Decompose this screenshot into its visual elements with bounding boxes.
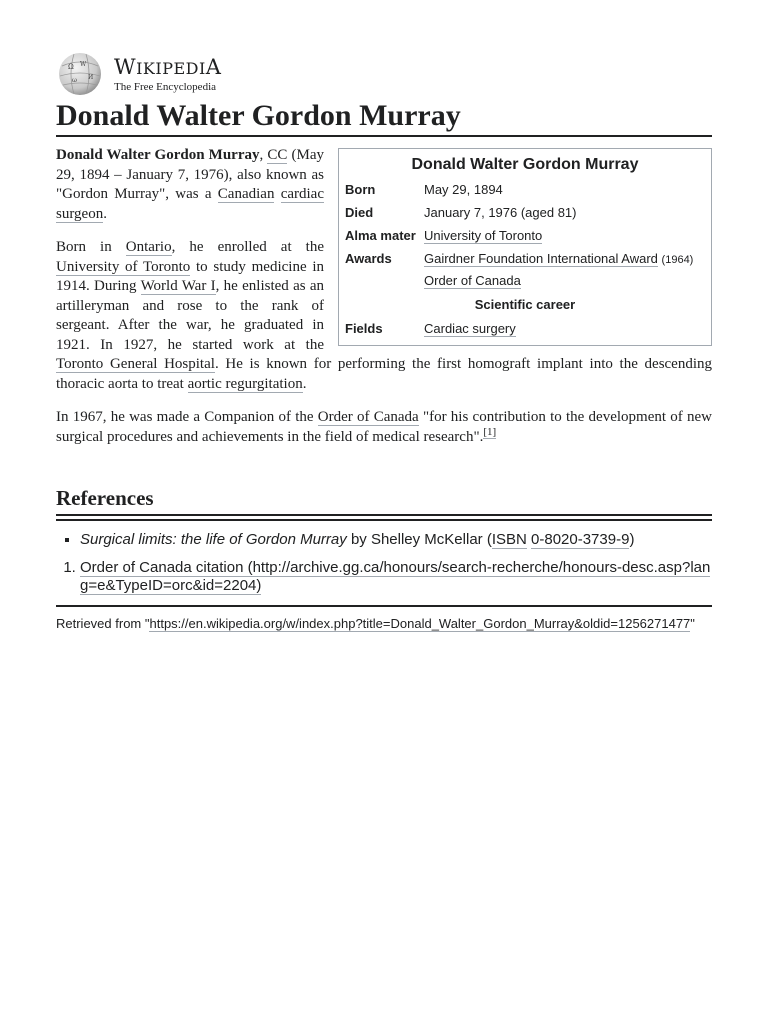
aortic-regurgitation-link[interactable]: aortic regurgitation xyxy=(187,375,303,392)
canadian-link[interactable]: Canadian xyxy=(217,186,275,202)
infobox xyxy=(338,148,712,346)
toronto-general-hospital-link[interactable]: Toronto General Hospital xyxy=(56,356,215,372)
wikipedia-globe-icon[interactable] xyxy=(56,52,104,96)
reference-1-link[interactable]: [1] xyxy=(483,425,497,438)
wordmark-text: WIKIPEDIA xyxy=(114,54,222,79)
infobox-section-header: Scientific career xyxy=(474,297,576,312)
infobox-label: Died xyxy=(345,205,374,220)
infobox-value: January 7, 1976 (aged 81) xyxy=(424,205,577,220)
ontario-link[interactable]: Ontario xyxy=(125,239,172,255)
retrieved-from-footer: Retrieved from "https://en.wikipedia.org/w/index.php?title=Donald_Walter_Gordon_Murray&oldid=1256271477" xyxy=(56,605,712,632)
intro-paragraph: Donald Walter Gordon Murray, CC (May 29, 1894 – January 7, 1976), also known as "Gordon Murray", was a Canadian cardiac surgeon. xyxy=(56,147,324,222)
cc-link[interactable]: CC xyxy=(267,147,288,163)
wikipedia-wordmark[interactable] xyxy=(114,56,221,93)
order-of-canada-link[interactable]: Order of Canada xyxy=(317,409,419,425)
wordmark-tagline: The Free Encyclopedia xyxy=(114,80,217,93)
infobox-row-fields xyxy=(345,317,705,340)
award-order-of-canada-link[interactable]: Order of Canada xyxy=(424,273,521,288)
infobox-label: Awards xyxy=(345,251,392,266)
infobox-row-born xyxy=(345,178,705,201)
order-of-canada-citation-link[interactable]: Order of Canada citation (http://archive.gg.ca/honours/search-recherche/honours-desc.asp?lang=e&TypeID=orc&id=2204) xyxy=(80,559,711,594)
infobox-label: Fields xyxy=(345,321,383,336)
infobox-row-alma-mater xyxy=(345,224,705,247)
list-item: ▪ Surgical limits: the life of Gordon Murray by Shelley McKellar (ISBN 0-8020-3739-9) xyxy=(80,531,712,549)
world-war-i-link[interactable]: World War I xyxy=(140,278,216,294)
award-gairdner-link[interactable]: Gairdner Foundation International Award xyxy=(424,251,658,266)
isbn-link[interactable]: ISBN xyxy=(491,531,527,548)
biography-paragraph: Born in Ontario, he enrolled at the University of Toronto to study medicine in 1914. During World War I, he enlisted as an artilleryman and rose to the rank of sergeant. After the war, he graduated in 1921. In 1927, he started work at the Toronto General Hospital. He is known for performing the first homograft implant into the descending thoracic aorta to treat aortic regurgitation. xyxy=(56,239,713,392)
alma-mater-link[interactable]: University of Toronto xyxy=(424,228,543,243)
subject-name: Donald Walter Gordon Murray xyxy=(56,147,260,163)
book-title: Surgical limits: the life of Gordon Murray xyxy=(80,531,347,548)
fields-link[interactable]: Cardiac surgery xyxy=(424,321,516,336)
honours-paragraph: In 1967, he was made a Companion of the Order of Canada "for his contribution to the development of new surgical procedures and achievements in the field of medical research".[1] xyxy=(56,409,712,445)
infobox-value: May 29, 1894 xyxy=(424,182,503,197)
isbn-value-link[interactable]: 0-8020-3739-9 xyxy=(531,531,630,548)
references-heading: References xyxy=(56,485,712,516)
svg-text:W: W xyxy=(80,61,87,68)
infobox-label: Alma mater xyxy=(345,228,416,243)
retrieved-url-link[interactable]: https://en.wikipedia.org/w/index.php?title=Donald_Walter_Gordon_Murray&oldid=1256271477 xyxy=(149,616,691,631)
references-list xyxy=(56,531,712,595)
infobox-label: Born xyxy=(345,182,376,197)
article-page xyxy=(56,52,712,632)
cardiac-surgeon-link[interactable]: cardiac surgeon xyxy=(56,186,324,222)
references-divider xyxy=(56,519,712,521)
university-of-toronto-link[interactable]: University of Toronto xyxy=(56,258,191,275)
svg-text:Ω: Ω xyxy=(68,63,74,71)
page-title: Donald Walter Gordon Murray xyxy=(56,98,712,137)
infobox-row-awards xyxy=(345,247,705,292)
list-item xyxy=(80,559,712,595)
svg-text:ω: ω xyxy=(72,77,77,84)
award-year: (1964) xyxy=(661,254,694,266)
infobox-row-died xyxy=(345,201,705,224)
site-header xyxy=(56,52,712,96)
infobox-title: Donald Walter Gordon Murray xyxy=(411,156,639,173)
article-body xyxy=(56,146,712,632)
svg-text:И: И xyxy=(88,74,94,81)
